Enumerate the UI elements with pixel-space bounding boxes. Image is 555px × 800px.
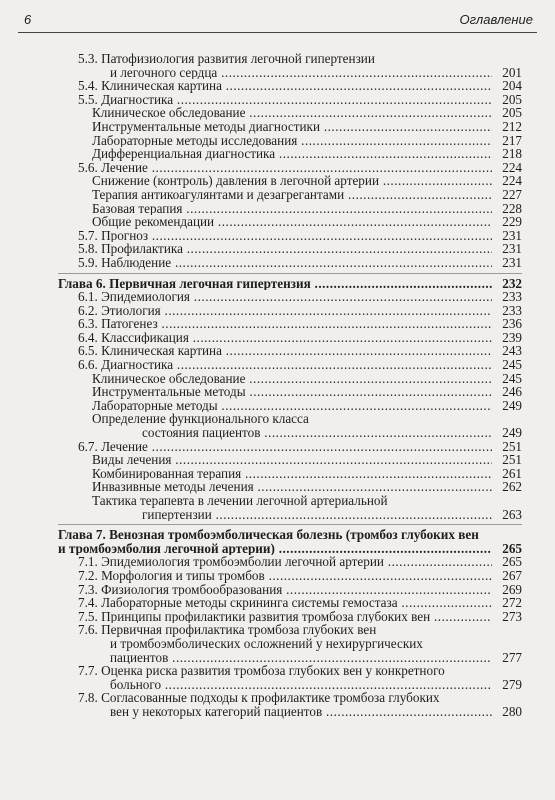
dot-leader	[110, 651, 492, 665]
toc-entry[interactable]	[58, 385, 522, 399]
toc-entry-title: вен у некоторых категорий пациентов	[110, 704, 323, 719]
toc-page-number: 224	[502, 173, 522, 189]
toc-chapter-entry[interactable]	[58, 277, 522, 291]
toc-page-number: 249	[502, 397, 522, 413]
dot-leader	[92, 215, 492, 229]
toc-entry[interactable]	[58, 174, 522, 188]
toc-entry[interactable]	[58, 331, 522, 345]
toc-entry[interactable]	[58, 358, 522, 372]
toc-entry-title: Лабораторные методы исследования	[92, 133, 298, 148]
dot-leader	[78, 555, 492, 569]
toc-page-number: 245	[502, 357, 522, 373]
toc-entry-title: Определение функционального класса	[92, 411, 309, 427]
dot-leader	[78, 358, 492, 372]
dot-leader	[92, 480, 492, 494]
toc-page-number: 231	[502, 241, 522, 257]
toc-entry-title: 6.6. Диагностика	[78, 358, 174, 372]
toc-entry[interactable]	[58, 399, 522, 413]
toc-entry-title: 6.5. Клиническая картина	[78, 344, 222, 359]
toc-entry[interactable]	[58, 467, 522, 481]
dot-leader	[92, 120, 492, 134]
running-title: Оглавление	[459, 12, 533, 27]
toc-entry-title: 5.4. Клиническая картина	[78, 79, 222, 93]
toc-entry-title: Базовая терапия	[92, 201, 183, 216]
toc-entry[interactable]	[58, 480, 522, 494]
toc-entry-title: Снижение (контроль) давления в легочной артерии	[92, 174, 380, 188]
toc-page-number: 231	[502, 227, 522, 243]
toc-entry-title: и тромбоэмболических осложнений у нехирургических	[110, 635, 423, 651]
toc-entry-title: 7.7. Оценка риска развития тромбоза глубоких вен у конкретного	[78, 663, 445, 679]
toc-page-number: 267	[502, 567, 522, 583]
toc-entry-title: Инвазивные методы лечения	[92, 480, 254, 494]
dot-leader	[78, 304, 492, 318]
toc-page-number: 245	[502, 370, 522, 386]
toc-entry-title: 7.1. Эпидемиология тромбоэмболии легочной артерии	[78, 555, 384, 569]
dot-leader	[110, 678, 492, 692]
dot-leader	[92, 134, 492, 148]
dot-leader	[78, 596, 492, 610]
toc-entry-title: 5.6. Лечение	[78, 160, 148, 175]
toc-entry[interactable]	[58, 120, 522, 134]
toc-entry-title: Инструментальные методы диагностики	[92, 119, 321, 134]
toc-page-number: 239	[502, 329, 522, 345]
toc-page-number: 204	[502, 78, 522, 94]
toc-entry-title: 6.1. Эпидемиология	[78, 290, 190, 304]
dot-leader	[78, 242, 492, 256]
toc-entry[interactable]	[58, 134, 522, 148]
dot-leader	[92, 372, 492, 386]
toc-page-number: 269	[502, 581, 522, 597]
toc-page-number: 201	[502, 64, 522, 80]
toc-page-number: 272	[502, 595, 522, 611]
toc-entry-title: Клиническое обследование	[92, 106, 246, 120]
dot-leader	[142, 508, 492, 522]
toc-page-number: 205	[502, 91, 522, 107]
toc-entry-title: Глава 7. Венозная тромбоэмболическая болезнь (тромбоз глубоких вен	[58, 527, 479, 543]
toc-entry[interactable]	[58, 691, 522, 718]
toc-entry-title: Лабораторные методы	[92, 398, 218, 413]
toc-entry-title: 7.2. Морфология и типы тромбов	[78, 568, 265, 583]
dot-leader	[58, 277, 492, 291]
toc-entry[interactable]	[58, 52, 522, 79]
toc-entry[interactable]	[58, 256, 522, 270]
toc-entry-title: Терапия антикоагулянтами и дезагрегантами	[92, 187, 345, 202]
dot-leader	[92, 385, 492, 399]
toc-entry[interactable]	[58, 242, 522, 256]
toc-page-number: 227	[502, 186, 522, 202]
toc-entry[interactable]	[58, 494, 522, 521]
dot-leader	[78, 440, 492, 454]
toc-entry-title: Инструментальные методы	[92, 385, 246, 399]
toc-entry-title: состояния пациентов	[142, 426, 261, 440]
toc-page-number: 218	[502, 146, 522, 162]
toc-entry-title: 7.5. Принципы профилактики развития тромбоза глубоких вен	[78, 609, 431, 624]
toc-entry[interactable]	[58, 453, 522, 467]
toc-page-number: 251	[502, 452, 522, 468]
toc-entry[interactable]	[58, 596, 522, 610]
toc-entry[interactable]	[58, 344, 522, 358]
toc-entry[interactable]	[58, 664, 522, 691]
toc-entry-title: Общие рекомендации	[92, 215, 215, 229]
toc-entry-title: 6.2. Этиология	[78, 303, 161, 318]
toc-entry[interactable]	[58, 161, 522, 175]
page-number: 6	[24, 12, 32, 27]
toc-entry-title: 5.5. Диагностика	[78, 92, 174, 107]
toc-entry-title: 6.3. Патогенез	[78, 317, 158, 331]
toc-entry[interactable]	[58, 372, 522, 386]
toc-entry[interactable]	[58, 93, 522, 107]
toc-entry[interactable]	[58, 555, 522, 569]
dot-leader	[92, 147, 492, 161]
toc-entry-title: и легочного сердца	[110, 65, 218, 80]
toc-entry-title: больного	[110, 677, 162, 692]
dot-leader	[110, 66, 492, 80]
toc-page-number: 246	[502, 384, 522, 400]
toc-entry[interactable]	[58, 202, 522, 216]
dot-leader	[92, 174, 492, 188]
toc-entry[interactable]	[58, 229, 522, 243]
toc-entry[interactable]	[58, 147, 522, 161]
toc-entry-title: Глава 6. Первичная легочная гипертензия	[58, 276, 311, 291]
toc-entry-title: 6.4. Классификация	[78, 330, 189, 345]
toc-entry[interactable]	[58, 79, 522, 93]
toc-page-number: 232	[502, 275, 522, 291]
table-of-contents	[58, 52, 522, 719]
toc-entry-title: 7.8. Согласованные подходы к профилактике тромбоза глубоких	[78, 690, 440, 706]
toc-page-number: 231	[502, 254, 522, 270]
dot-leader	[78, 331, 492, 345]
dot-leader	[78, 610, 492, 624]
dot-leader	[92, 399, 492, 413]
toc-entry-title: пациентов	[110, 650, 169, 665]
chapter-divider	[58, 273, 522, 274]
toc-page-number: 261	[502, 465, 522, 481]
toc-entry[interactable]	[58, 569, 522, 583]
toc-entry[interactable]	[58, 106, 522, 120]
toc-page-number: 236	[502, 316, 522, 332]
toc-entry-title: Виды лечения	[92, 453, 172, 467]
dot-leader	[78, 583, 492, 597]
dot-leader	[78, 79, 492, 93]
toc-entry[interactable]	[58, 583, 522, 597]
toc-entry-title: Комбинированная терапия	[92, 466, 242, 481]
toc-entry-title: Тактика терапевта в лечении легочной артериальной	[92, 493, 388, 508]
dot-leader	[92, 202, 492, 216]
toc-entry-title: 5.9. Наблюдение	[78, 255, 172, 270]
page-header	[18, 10, 537, 33]
toc-entry-title: 7.4. Лабораторные методы скрининга системы гемостаза	[78, 596, 398, 610]
toc-page-number: 224	[502, 159, 522, 175]
toc-page-number: 277	[502, 649, 522, 665]
dot-leader	[92, 467, 492, 481]
dot-leader	[142, 426, 492, 440]
dot-leader	[92, 453, 492, 467]
toc-page-number: 205	[502, 105, 522, 121]
toc-page-number: 233	[502, 302, 522, 318]
toc-page-number: 251	[502, 438, 522, 454]
toc-entry-title: 5.8. Профилактика	[78, 242, 183, 256]
dot-leader	[78, 229, 492, 243]
dot-leader	[78, 569, 492, 583]
toc-entry-title: Клиническое обследование	[92, 371, 246, 386]
toc-entry[interactable]	[58, 188, 522, 202]
dot-leader	[58, 542, 492, 556]
dot-leader	[78, 317, 492, 331]
toc-page-number: 229	[502, 214, 522, 230]
toc-entry[interactable]	[58, 317, 522, 331]
toc-entry[interactable]	[58, 215, 522, 229]
toc-entry[interactable]	[58, 412, 522, 439]
toc-page-number: 262	[502, 479, 522, 495]
toc-entry-title: 5.7. Прогноз	[78, 228, 149, 243]
toc-page-number: 228	[502, 200, 522, 216]
dot-leader	[78, 161, 492, 175]
toc-entry-title: 7.6. Первичная профилактика тромбоза глубоких вен	[78, 622, 377, 638]
toc-page-number: 273	[502, 608, 522, 624]
toc-page-number: 280	[502, 703, 522, 719]
dot-leader	[78, 256, 492, 270]
toc-entry[interactable]	[58, 290, 522, 304]
dot-leader	[110, 705, 492, 719]
toc-page-number: 233	[502, 289, 522, 305]
toc-entry[interactable]	[58, 440, 522, 454]
toc-entry-title: 6.7. Лечение	[78, 439, 148, 454]
toc-entry-title: 5.3. Патофизиология развития легочной гипертензии	[78, 51, 375, 66]
toc-entry-title: Дифференциальная диагностика	[92, 147, 276, 161]
toc-entry[interactable]	[58, 623, 522, 664]
toc-page-number: 249	[502, 425, 522, 441]
chapter-divider	[58, 524, 522, 525]
dot-leader	[92, 106, 492, 120]
dot-leader	[92, 188, 492, 202]
toc-entry-title: и тромбоэмболия легочной артерии)	[58, 541, 275, 556]
dot-leader	[78, 344, 492, 358]
toc-page-number: 212	[502, 118, 522, 134]
dot-leader	[78, 290, 492, 304]
toc-entry[interactable]	[58, 610, 522, 624]
toc-entry[interactable]	[58, 304, 522, 318]
toc-chapter-entry[interactable]	[58, 528, 522, 555]
toc-page-number: 279	[502, 676, 522, 692]
toc-page-number: 243	[502, 343, 522, 359]
toc-entry-title: 7.3. Физиология тромбообразования	[78, 582, 283, 597]
dot-leader	[78, 93, 492, 107]
toc-page-number: 217	[502, 132, 522, 148]
toc-page-number: 263	[502, 506, 522, 522]
toc-page-number: 265	[502, 554, 522, 570]
toc-page-number: 265	[502, 540, 522, 556]
toc-entry-title: гипертензии	[142, 507, 212, 522]
